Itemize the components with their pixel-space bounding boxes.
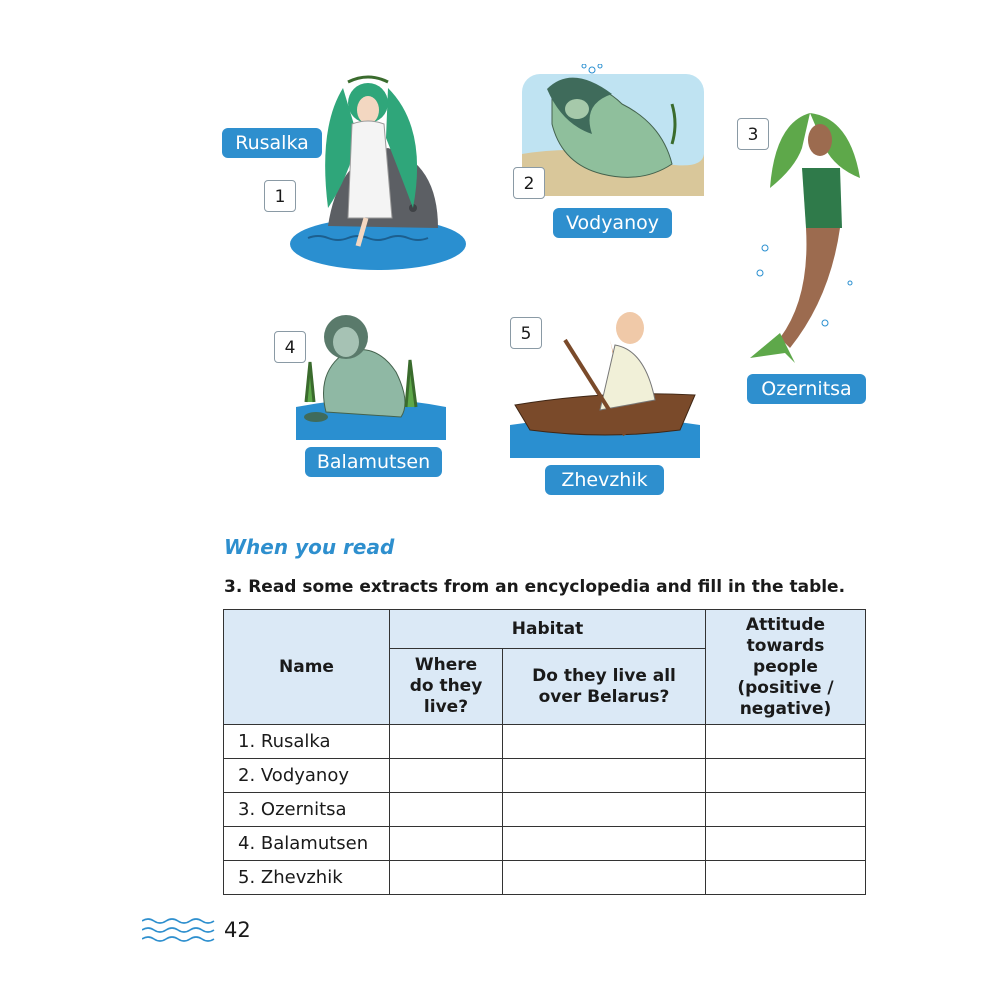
creature-label-vodyanoy: Vodyanoy — [553, 208, 672, 238]
creature-label-rusalka: Rusalka — [222, 128, 322, 158]
waves-decoration-icon — [142, 917, 216, 943]
cell-where[interactable] — [390, 725, 503, 759]
cell-attitude[interactable] — [706, 759, 866, 793]
cell-attitude[interactable] — [706, 827, 866, 861]
table-row — [224, 861, 866, 895]
cell-where[interactable] — [390, 759, 503, 793]
cell-attitude[interactable] — [706, 793, 866, 827]
cell-where[interactable] — [390, 827, 503, 861]
header-all-over: Do they live all over Belarus? — [503, 649, 706, 725]
rusalka-illustration — [288, 68, 468, 272]
vodyanoy-illustration — [522, 64, 704, 196]
balamutsen-illustration — [296, 312, 446, 440]
header-name: Name — [224, 610, 390, 725]
section-heading: When you read — [224, 535, 395, 559]
number-box-5: 5 — [510, 317, 542, 349]
cell-all-over[interactable] — [503, 793, 706, 827]
number-box-2: 2 — [513, 167, 545, 199]
cell-attitude[interactable] — [706, 725, 866, 759]
habitat-table — [223, 609, 866, 895]
row-name: 4. Balamutsen — [224, 827, 390, 861]
header-where: Where do they live? — [390, 649, 503, 725]
number-box-1: 1 — [264, 180, 296, 212]
header-habitat: Habitat — [390, 610, 706, 649]
table-row — [224, 759, 866, 793]
number-box-3: 3 — [737, 118, 769, 150]
cell-all-over[interactable] — [503, 725, 706, 759]
row-name: 5. Zhevzhik — [224, 861, 390, 895]
creature-label-zhevzhik: Zhevzhik — [545, 465, 664, 495]
table-row — [224, 827, 866, 861]
cell-attitude[interactable] — [706, 861, 866, 895]
cell-all-over[interactable] — [503, 759, 706, 793]
number-box-4: 4 — [274, 331, 306, 363]
table-row — [224, 725, 866, 759]
task-instruction: 3. Read some extracts from an encyclopedia and fill in the table. — [224, 577, 846, 597]
cell-where[interactable] — [390, 861, 503, 895]
page-number: 42 — [224, 918, 251, 942]
cell-all-over[interactable] — [503, 827, 706, 861]
table-row — [224, 793, 866, 827]
creature-label-balamutsen: Balamutsen — [305, 447, 442, 477]
zhevzhik-illustration — [510, 310, 700, 458]
cell-where[interactable] — [390, 793, 503, 827]
row-name: 2. Vodyanoy — [224, 759, 390, 793]
ozernitsa-illustration — [740, 108, 870, 364]
header-attitude: Attitude towards people (positive / negative) — [706, 610, 866, 725]
row-name: 1. Rusalka — [224, 725, 390, 759]
row-name: 3. Ozernitsa — [224, 793, 390, 827]
cell-all-over[interactable] — [503, 861, 706, 895]
creature-label-ozernitsa: Ozernitsa — [747, 374, 866, 404]
